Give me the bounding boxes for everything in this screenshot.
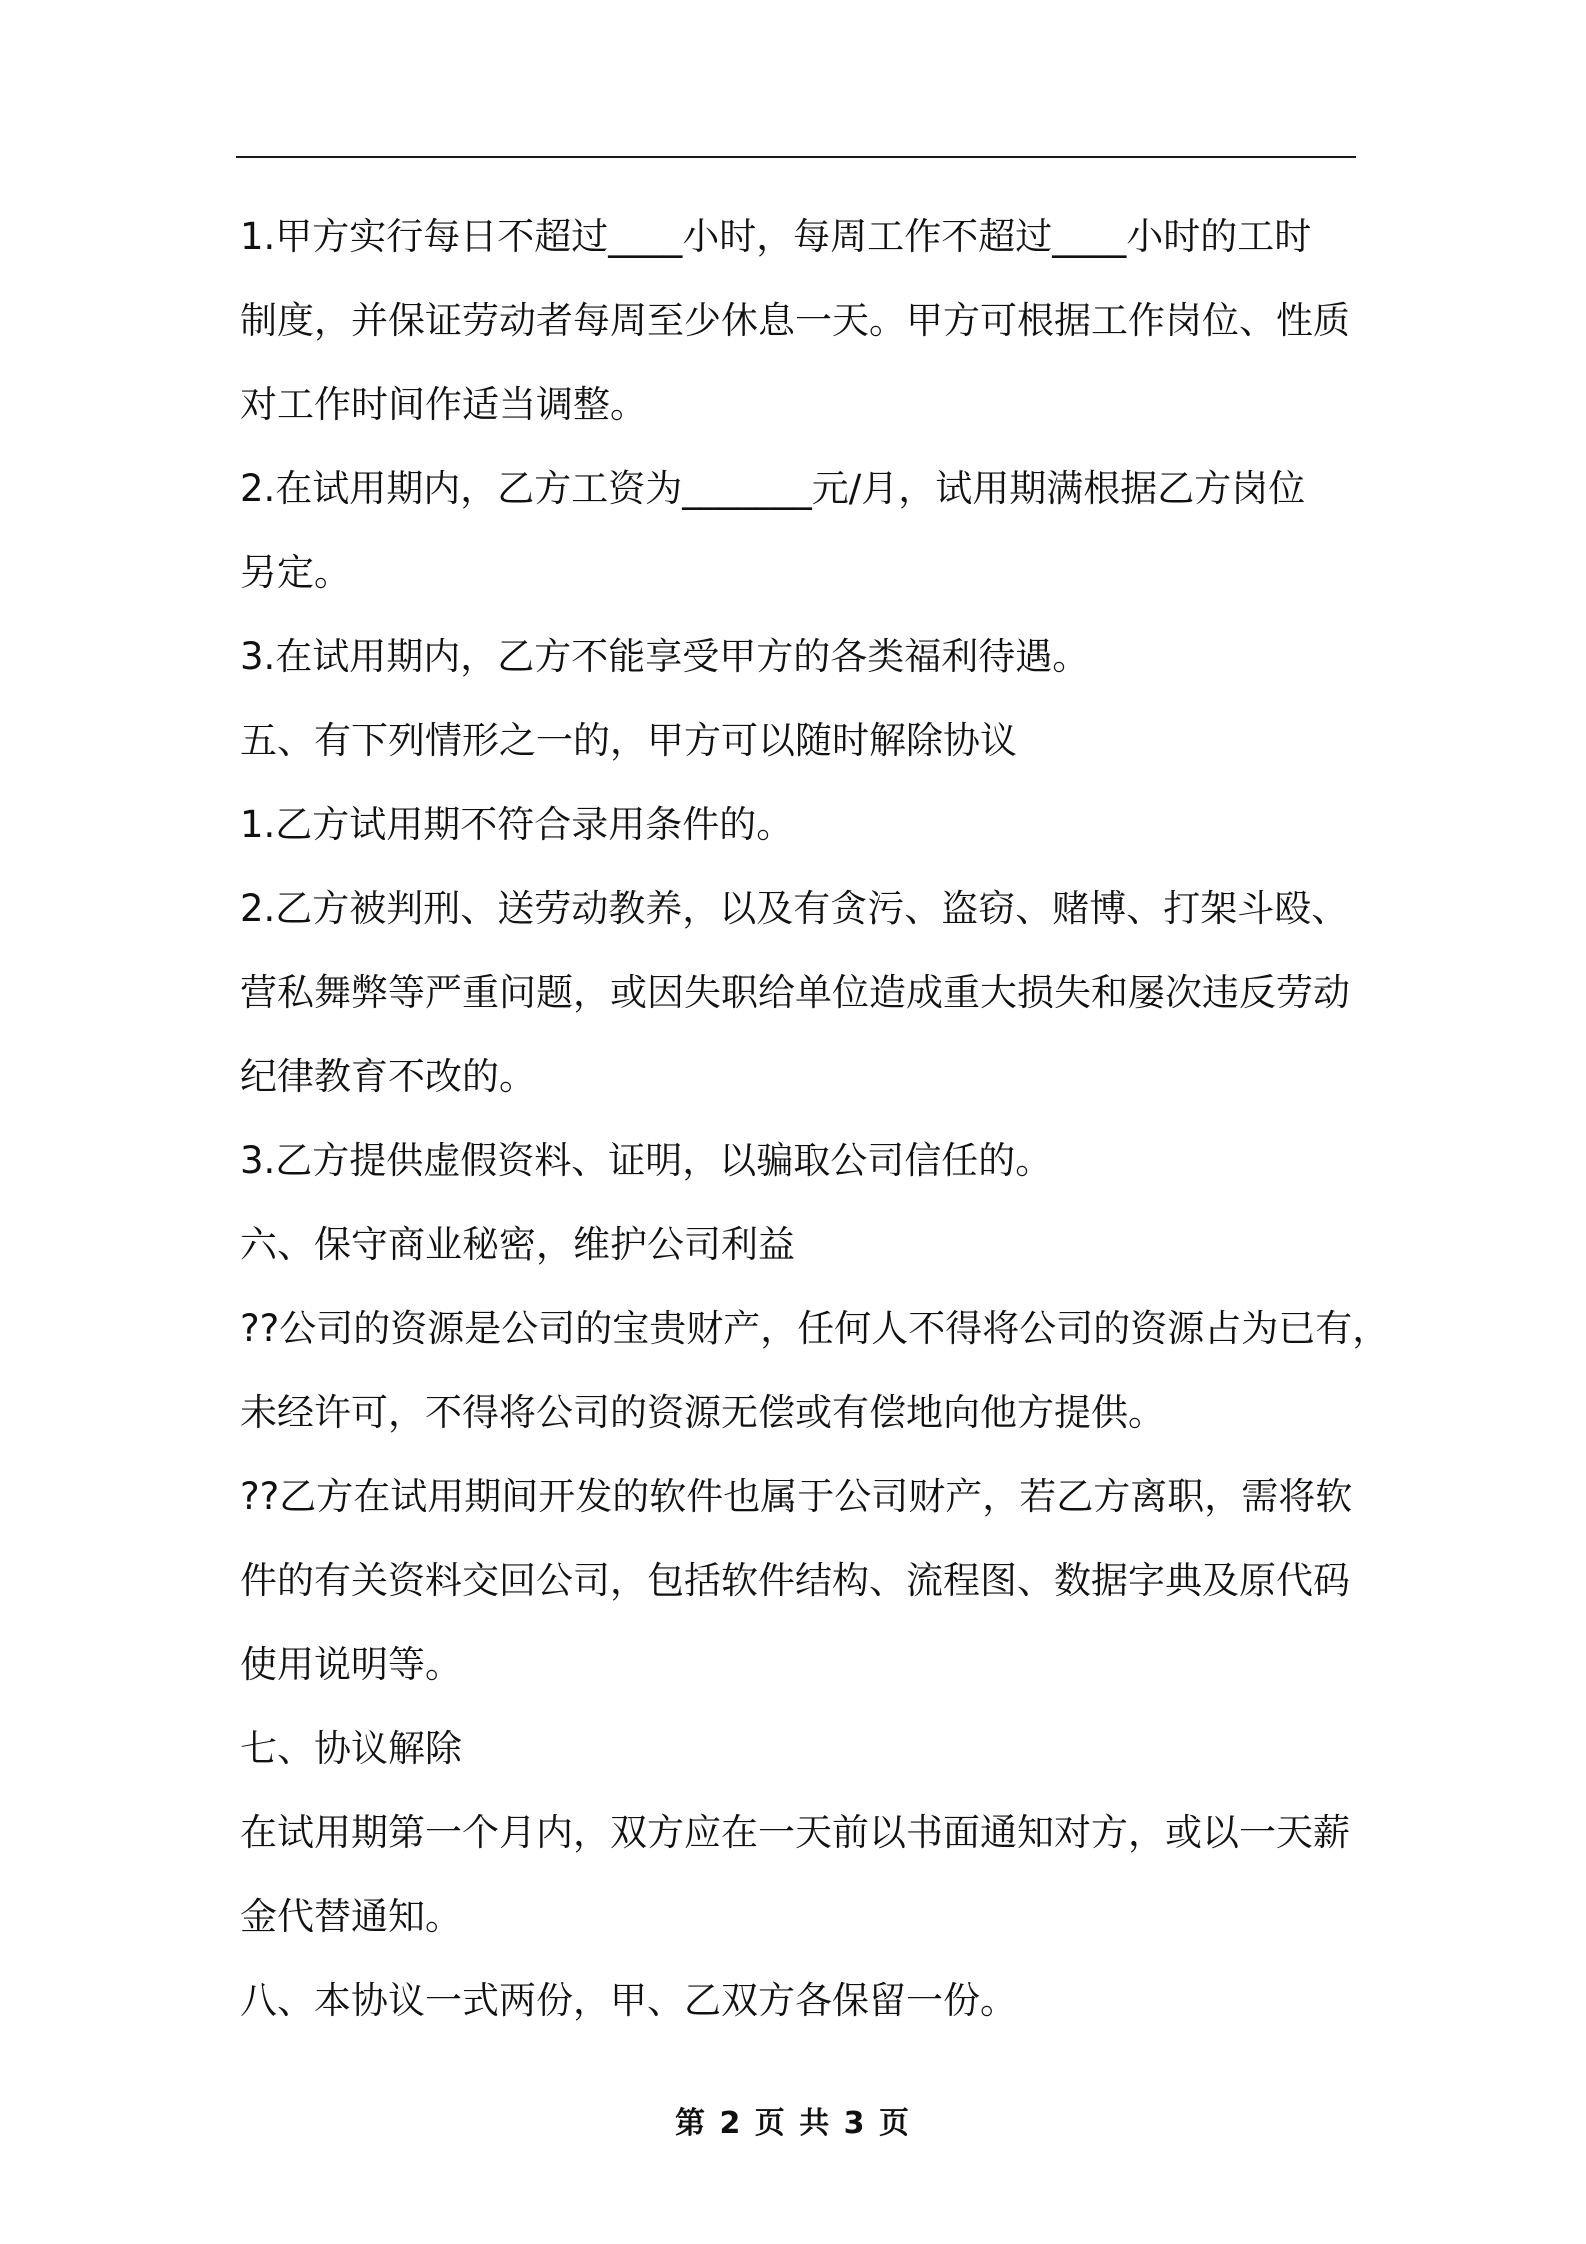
section-heading: 七、协议解除	[240, 1727, 462, 1770]
text-line: 制度，并保证劳动者每周至少休息一天。甲方可根据工作岗位、性质	[240, 299, 1350, 342]
text-line: 未经许可，不得将公司的资源无偿或有偿地向他方提供。	[240, 1391, 1165, 1434]
text-line: 营私舞弊等严重问题，或因失职给单位造成重大损失和屡次违反劳动	[240, 971, 1350, 1014]
text-line: 金代替通知。	[240, 1895, 462, 1938]
text-line: 1.甲方实行每日不超过____小时，每周工作不超过____小时的工时	[240, 215, 1312, 258]
text-line: 另定。	[240, 551, 351, 594]
section-heading: 五、有下列情形之一的，甲方可以随时解除协议	[240, 719, 1017, 762]
text-line: 1.乙方试用期不符合录用条件的。	[240, 803, 794, 846]
document-body	[240, 195, 1390, 2043]
header-rule	[236, 156, 1356, 158]
section-heading: 六、保守商业秘密，维护公司利益	[240, 1223, 795, 1266]
text-line: 件的有关资料交回公司，包括软件结构、流程图、数据字典及原代码	[240, 1559, 1350, 1602]
text-line: 2.乙方被判刑、送劳动教养，以及有贪污、盗窃、赌博、打架斗殴、	[240, 887, 1349, 930]
text-line: 纪律教育不改的。	[240, 1055, 536, 1098]
text-line: 3.乙方提供虚假资料、证明，以骗取公司信任的。	[240, 1139, 1053, 1182]
text-line: ??公司的资源是公司的宝贵财产，任何人不得将公司的资源占为已有，	[240, 1307, 1390, 1350]
text-line: ??乙方在试用期间开发的软件也属于公司财产，若乙方离职，需将软	[240, 1475, 1353, 1518]
section-heading: 八、本协议一式两份，甲、乙双方各保留一份。	[240, 1979, 1017, 2022]
text-line: 在试用期第一个月内，双方应在一天前以书面通知对方，或以一天薪	[240, 1811, 1350, 1854]
text-line: 对工作时间作适当调整。	[240, 383, 647, 426]
text-line: 3.在试用期内，乙方不能享受甲方的各类福利待遇。	[240, 635, 1090, 678]
text-line: 使用说明等。	[240, 1643, 462, 1686]
text-line: 2.在试用期内，乙方工资为_______元/月，试用期满根据乙方岗位	[240, 467, 1306, 510]
page-number-footer: 第 2 页 共 3 页	[675, 2106, 911, 2141]
